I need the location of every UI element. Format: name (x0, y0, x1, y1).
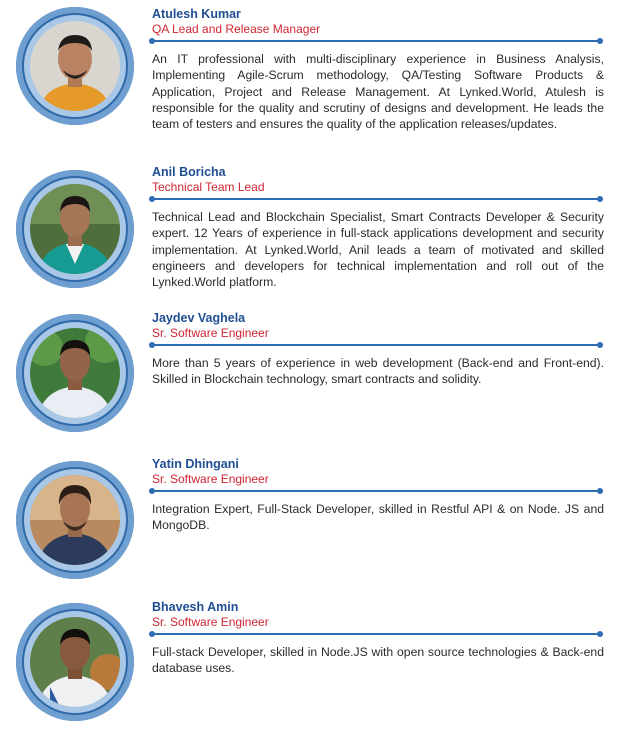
member-role: Sr. Software Engineer (152, 615, 269, 629)
person-photo (30, 328, 120, 418)
member-bio: Integration Expert, Full-Stack Developer, skilled in Restful API & on Node. JS and MongoDB. (152, 502, 604, 533)
divider-line (152, 490, 600, 492)
member-role: Sr. Software Engineer (152, 472, 269, 486)
member-role: Sr. Software Engineer (152, 326, 269, 340)
divider-line (152, 344, 600, 346)
person-photo (30, 475, 120, 565)
member-info (152, 165, 604, 290)
member-name: Yatin Dhingani (152, 457, 239, 471)
avatar (16, 314, 134, 432)
person-photo (30, 617, 120, 707)
divider-line (152, 198, 600, 200)
member-bio: An IT professional with multi-disciplinary experience in Business Analysis, Implementing Agile-Scrum methodology, QA/Testing Software Products & Application, Project and Release Management. At Lynked.World, Atulesh is responsible for the quality and scrutiny of designs and development. He leads the team of testers and ensures the quality of the application releases/updates. (152, 52, 604, 132)
avatar (16, 170, 134, 288)
member-role: Technical Team Lead (152, 180, 265, 194)
member-bio: Full-stack Developer, skilled in Node.JS with open source technologies & Back-end database uses. (152, 645, 604, 676)
member-info (152, 7, 604, 132)
avatar (16, 7, 134, 125)
person-photo (30, 21, 120, 111)
member-info (152, 311, 604, 388)
member-name: Bhavesh Amin (152, 600, 239, 614)
divider-line (152, 633, 600, 635)
person-photo (30, 184, 120, 274)
divider-line (152, 40, 600, 42)
member-bio: More than 5 years of experience in web development (Back-end and Front-end). Skilled in Blockchain technology, smart contracts and solidity. (152, 356, 604, 387)
avatar (16, 461, 134, 579)
member-bio: Technical Lead and Blockchain Specialist, Smart Contracts Developer & Security expert. 12 Years of experience in full-stack applications development and security implementation. At Lynked.World, Anil leads a team of motivated and skilled engineers and developers for technical implementation and roll out of the Lynked.World platform. (152, 210, 604, 290)
member-role: QA Lead and Release Manager (152, 22, 321, 36)
member-name: Atulesh Kumar (152, 7, 241, 21)
member-name: Anil Boricha (152, 165, 226, 179)
member-info (152, 600, 604, 677)
avatar (16, 603, 134, 721)
member-name: Jaydev Vaghela (152, 311, 246, 325)
member-info (152, 457, 604, 534)
